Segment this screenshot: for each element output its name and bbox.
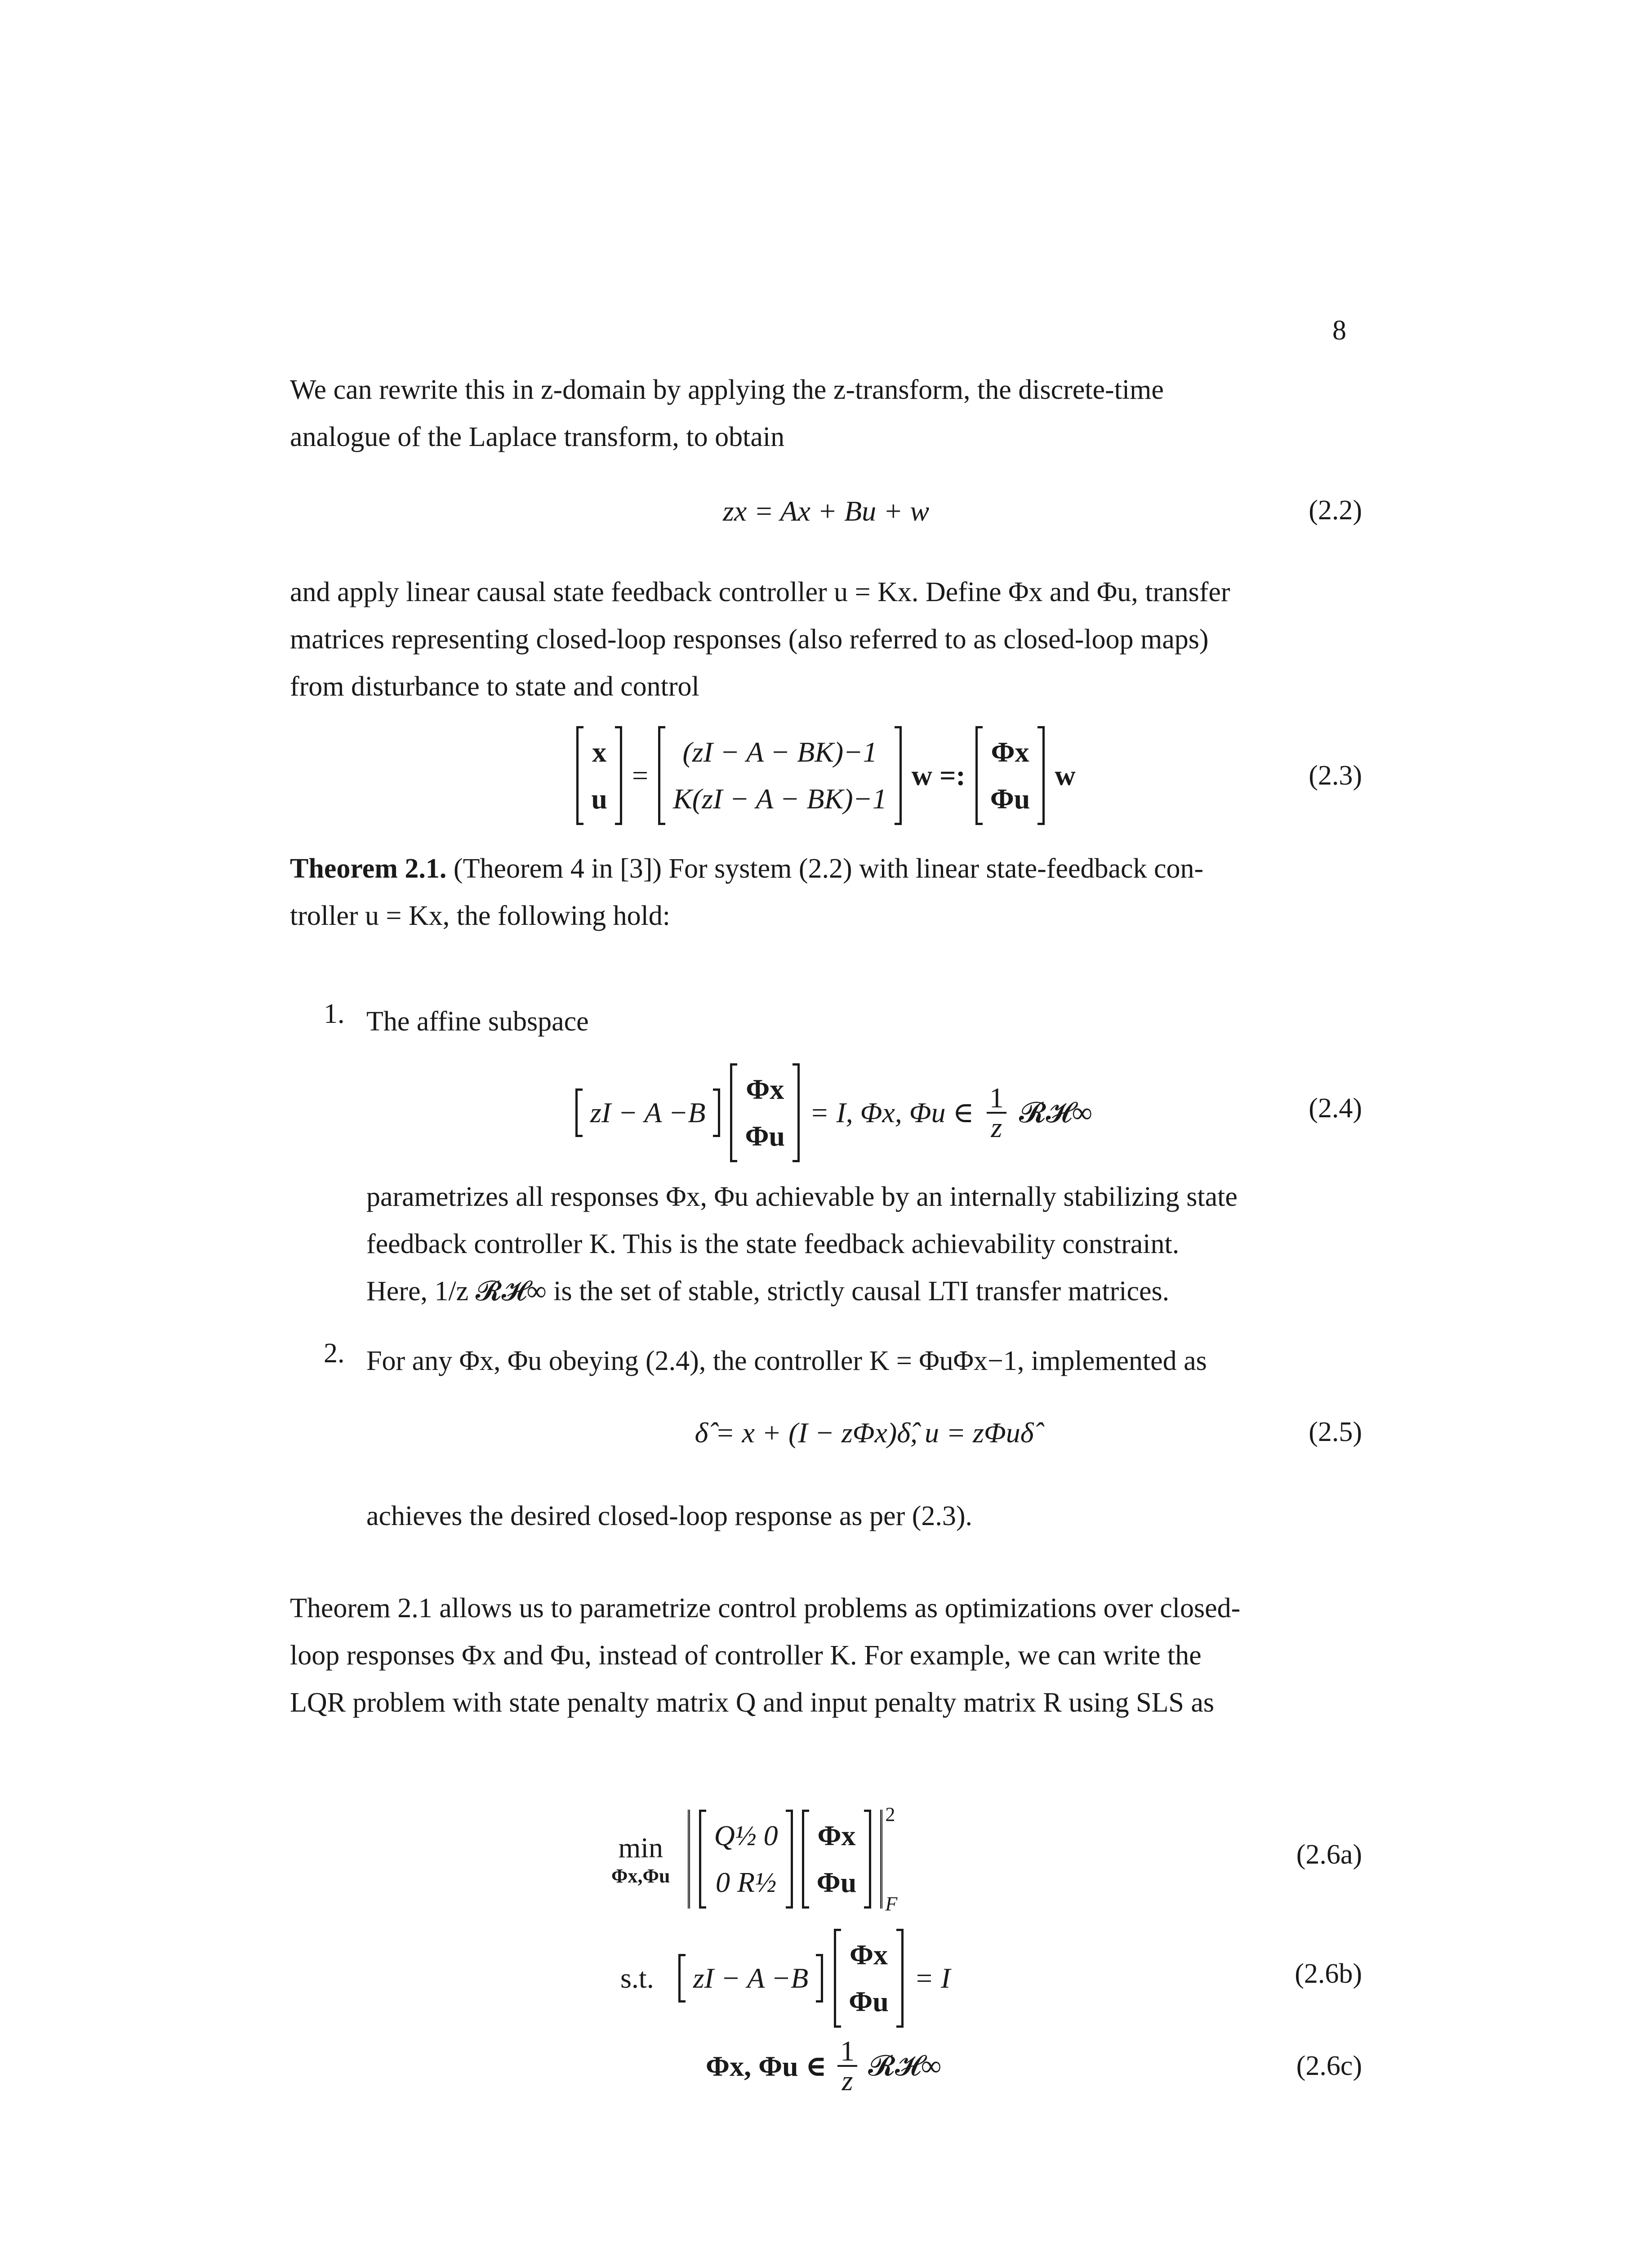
state-control-vector: x u: [576, 726, 622, 825]
norm-exponent: 2: [885, 1803, 895, 1825]
item-1-body: [366, 1173, 1362, 1315]
phi-vector: Φx Φu: [975, 726, 1045, 825]
min-operator: min Φx,Φu: [611, 1831, 670, 1887]
item-1-line-1: parametrizes all responses Φx, Φu achievable by an internally stabilizing state: [366, 1182, 1238, 1212]
rh-infinity-space: 𝓡𝓗∞: [1019, 1097, 1092, 1128]
equation-2-4-number: (2.4): [1309, 1093, 1362, 1124]
closed-loop-line-3: from disturbance to state and control: [290, 671, 699, 702]
equation-2-6c-number: (2.6c): [1296, 2051, 1362, 2081]
closed-loop-matrix: (zI − A − BK)−1 K(zI − A − BK)−1: [658, 726, 902, 825]
equation-2-5-number: (2.5): [1309, 1417, 1362, 1447]
norm-subscript: F: [885, 1893, 898, 1915]
phi-vector-2-4: Φx Φu: [730, 1063, 800, 1162]
item-1-line-2: feedback controller K. This is the state feedback achievability constraint.: [366, 1229, 1180, 1259]
equation-2-2-body: zx = Ax + Bu + w: [723, 495, 929, 527]
equation-2-2-number: (2.2): [1309, 495, 1362, 526]
item-1-title: The affine subspace: [366, 1006, 589, 1037]
closed-loop-line-2: matrices representing closed-loop responses (also referred to as closed-loop maps): [290, 624, 1209, 655]
item-2-line-1: For any Φx, Φu obeying (2.4), the controller K = ΦuΦx−1, implemented as: [366, 1346, 1207, 1376]
equation-2-6b: s.t. zI − A −B Φx Φu = I: [620, 1931, 1205, 2025]
equation-2-2: [290, 495, 1362, 528]
theorem-label: Theorem 2.1.: [290, 853, 447, 884]
closed-loop-paragraph: [290, 569, 1362, 710]
phi-vector-2-6b: Φx Φu: [834, 1929, 904, 2028]
equation-2-3: x u = (zI − A − BK)−1 K(zI − A − BK)−1 w =: Φx Φu w: [290, 719, 1362, 832]
theorem-2-1: [290, 845, 1362, 940]
frobenius-norm: [688, 1810, 882, 1909]
equation-2-6a: [611, 1792, 1196, 1927]
equation-2-6c: Φx, Φu ∈ $\frac{1}{z}$ 𝓡𝓗∞: [706, 2035, 942, 2096]
theorem-line-2: troller u = Kx, the following hold:: [290, 901, 671, 931]
phi-vector-2-6a: Φx Φu: [802, 1810, 872, 1909]
equation-2-6a-number: (2.6a): [1296, 1839, 1362, 1870]
system-row-matrix: zI − A −B: [575, 1088, 720, 1137]
lqr-line-3: LQR problem with state penalty matrix Q and input penalty matrix R using SLS as: [290, 1687, 1215, 1718]
equation-2-6b-number: (2.6b): [1295, 1958, 1362, 1989]
intro-paragraph: [290, 366, 1362, 461]
system-row-matrix-2-6b: zI − A −B: [678, 1954, 823, 2003]
intro-line-2: analogue of the Laplace transform, to obtain: [290, 422, 785, 452]
rh-infinity-space-2-6c: 𝓡𝓗∞: [868, 2050, 942, 2082]
equation-2-3-number: (2.3): [1309, 760, 1362, 791]
weight-matrix: Q½ 0 0 R½: [699, 1810, 793, 1909]
lqr-paragraph: [290, 1585, 1362, 1726]
equation-2-4: zI − A −B Φx Φu = I, Φx, Φu ∈ $\frac{1}{z}$ 𝓡𝓗∞: [575, 1061, 1160, 1164]
item-2-line-2: achieves the desired closed-loop response as per (2.3).: [366, 1501, 973, 1531]
theorem-line-1: (Theorem 4 in [3]) For system (2.2) with linear state-feedback con-: [453, 853, 1204, 884]
lqr-line-1: Theorem 2.1 allows us to parametrize control problems as optimizations over closed-: [290, 1593, 1241, 1624]
equation-2-5: [366, 1416, 1362, 1450]
list-item-2-number: 2.: [324, 1338, 345, 1369]
lqr-line-2: loop responses Φx and Φu, instead of controller K. For example, we can write the: [290, 1640, 1202, 1671]
fraction-1-over-z-2-6c: $\frac{1}{z}$: [837, 2037, 857, 2095]
page-number: 8: [1332, 315, 1346, 346]
fraction-1-over-z: $\frac{1}{z}$: [987, 1084, 1006, 1142]
list-item-1-number: 1.: [324, 999, 345, 1029]
subject-to-label: s.t.: [620, 1962, 654, 1994]
closed-loop-line-1: and apply linear causal state feedback controller u = Kx. Define Φx and Φu, transfer: [290, 577, 1230, 607]
intro-line-1: We can rewrite this in z-domain by applying the z-transform, the discrete-time: [290, 375, 1164, 405]
equation-2-5-body: δ̂ = x + (I − zΦx)δ̂, u = zΦuδ̂: [695, 1417, 1034, 1449]
item-1-line-3: Here, 1/z 𝓡𝓗∞ is the set of stable, strictly causal LTI transfer matrices.: [366, 1276, 1170, 1307]
